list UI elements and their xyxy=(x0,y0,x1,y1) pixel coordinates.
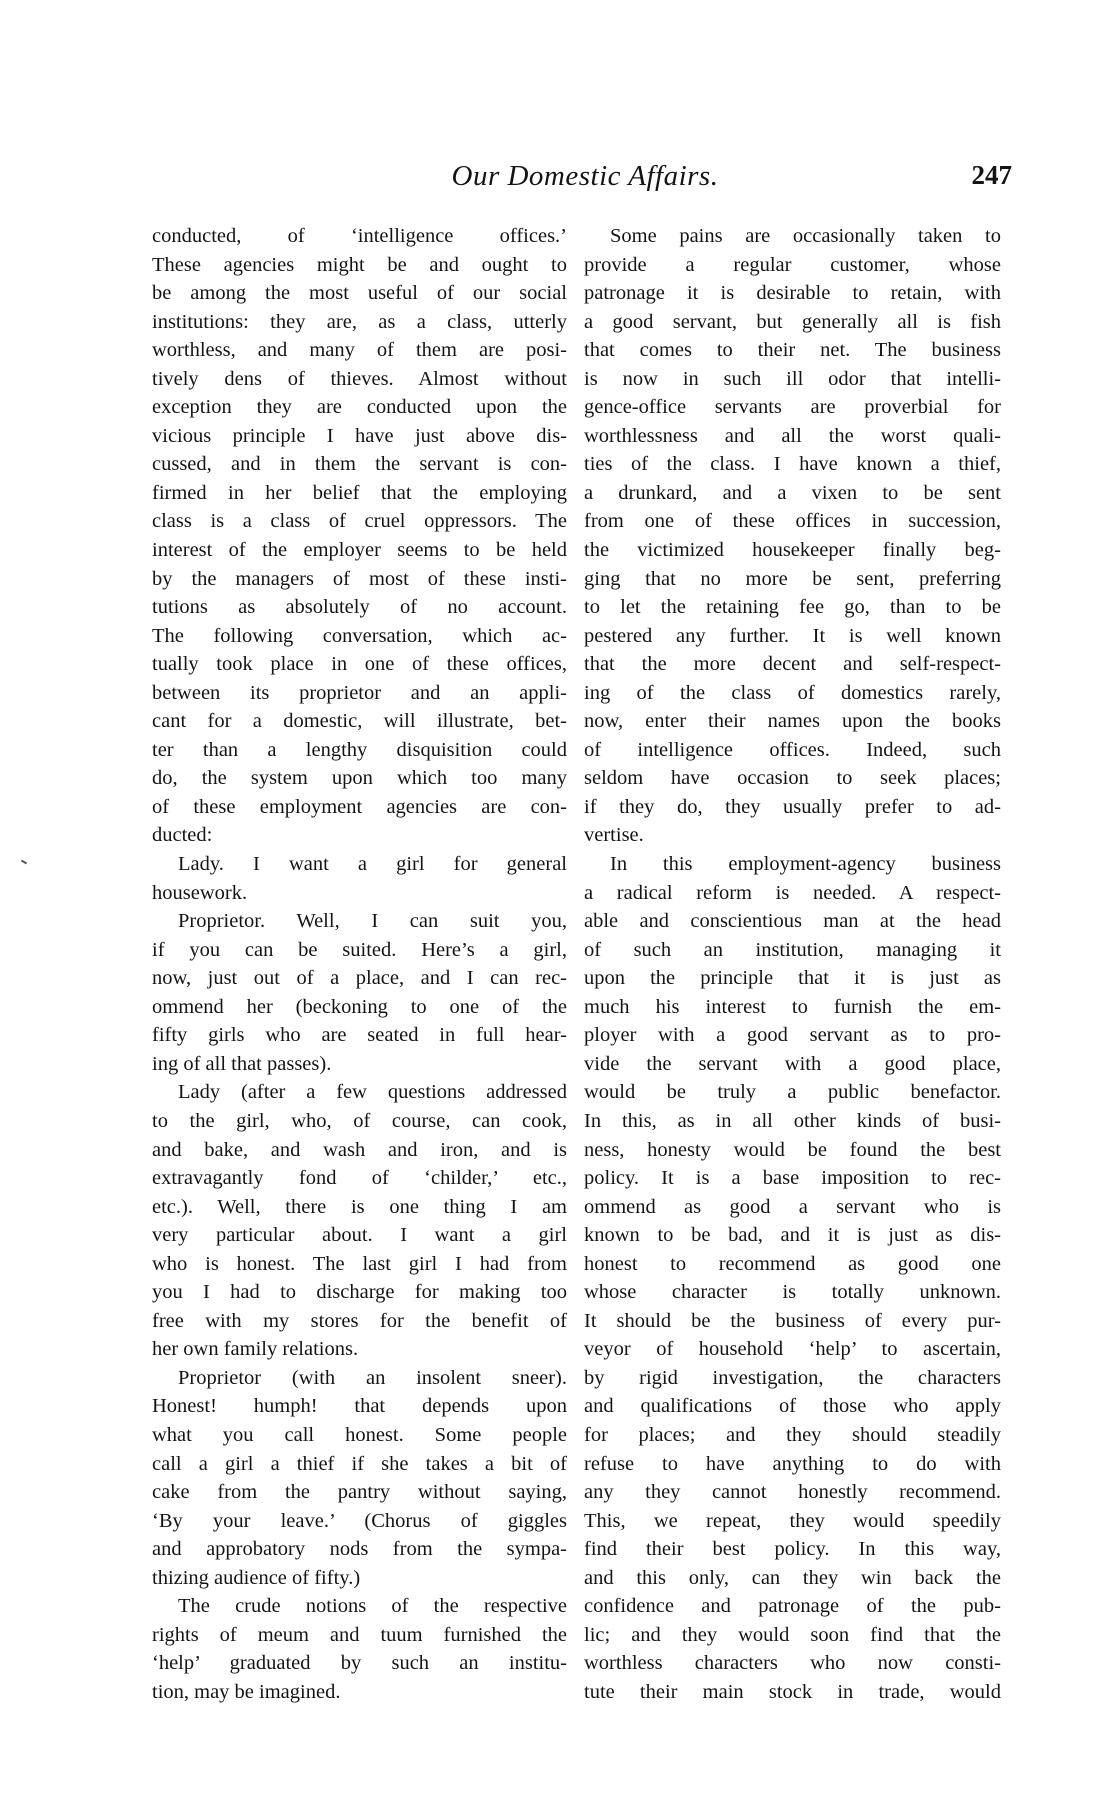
text-line: institutions: they are, as a class, utterly xyxy=(152,310,567,333)
text-line: do, the system upon which too many xyxy=(152,767,567,790)
text-line: worthless, and many of them are posi- xyxy=(152,339,567,362)
text-line: fifty girls who are seated in full hear- xyxy=(152,1024,567,1047)
text-line: rights of meum and tuum furnished the xyxy=(152,1623,567,1646)
text-line: call a girl a thief if she takes a bit of xyxy=(152,1452,567,1475)
text-line: ommend as good a servant who is xyxy=(584,1195,1001,1218)
text-line: vertise. xyxy=(584,824,644,847)
text-line: thizing audience of fifty.) xyxy=(152,1566,361,1589)
text-line: provide a regular customer, whose xyxy=(584,253,1001,276)
text-line: worthlessness and all the worst quali- xyxy=(584,424,1001,447)
text-line: by rigid investigation, the characters xyxy=(584,1366,1001,1389)
text-line: ing of the class of domestics rarely, xyxy=(584,681,1001,704)
text-line: patronage it is desirable to retain, with xyxy=(584,282,1001,305)
text-line: able and conscientious man at the head xyxy=(584,910,1001,933)
text-line: policy. It is a base imposition to rec- xyxy=(584,1167,1001,1190)
running-title: Our Domestic Affairs. xyxy=(451,160,719,192)
text-line: class is a class of cruel oppressors. The xyxy=(152,510,567,533)
text-line: The following conversation, which ac- xyxy=(152,624,567,647)
text-line: a radical reform is needed. A respect- xyxy=(584,881,1001,904)
text-line: Lady. I want a girl for general xyxy=(178,853,567,876)
text-line: for places; and they should steadily xyxy=(584,1423,1001,1446)
text-line: much his interest to furnish the em- xyxy=(584,995,1001,1018)
text-line: In this employment-agency business xyxy=(610,853,1001,876)
text-line: firmed in her belief that the employing xyxy=(152,481,567,504)
margin-mark xyxy=(21,860,27,865)
text-line: by the managers of most of these insti- xyxy=(152,567,567,590)
text-line: ties of the class. I have known a thief, xyxy=(584,453,1001,476)
text-line: any they cannot honestly recommend. xyxy=(584,1481,1001,1504)
text-line: interest of the employer seems to be held xyxy=(152,539,567,562)
text-line: from one of these offices in succession, xyxy=(584,510,1001,533)
text-line: cake from the pantry without saying, xyxy=(152,1481,567,1504)
text-line: ing of all that passes). xyxy=(152,1052,332,1075)
text-line: to the girl, who, of course, can cook, xyxy=(152,1109,567,1132)
text-line: tively dens of thieves. Almost without xyxy=(152,367,567,390)
text-line: whose character is totally unknown. xyxy=(584,1281,1001,1304)
text-line: free with my stores for the benefit of xyxy=(152,1309,567,1332)
text-line: of such an institution, managing it xyxy=(584,938,1001,961)
text-line: tion, may be imagined. xyxy=(152,1680,341,1703)
text-line: ging that no more be sent, preferring xyxy=(584,567,1001,590)
text-line: you I had to discharge for making too xyxy=(152,1281,567,1304)
text-line: housework. xyxy=(152,881,248,904)
text-line: and bake, and wash and iron, and is xyxy=(152,1138,567,1161)
text-line: ducted: xyxy=(152,824,213,847)
text-line: now, enter their names upon the books xyxy=(584,710,1001,733)
left-column xyxy=(152,222,567,1706)
text-line: lic; and they would soon find that the xyxy=(584,1623,1001,1646)
text-line: find their best policy. In this way, xyxy=(584,1538,1001,1561)
text-line: ‘By your leave.’ (Chorus of giggles xyxy=(152,1509,567,1532)
right-column xyxy=(584,222,1001,1706)
text-line: a good servant, but generally all is fish xyxy=(584,310,1001,333)
text-line: gence-office servants are proverbial for xyxy=(584,396,1001,419)
text-line: The crude notions of the respective xyxy=(178,1595,567,1618)
text-line: cant for a domestic, will illustrate, bet- xyxy=(152,710,567,733)
text-line: Lady (after a few questions addressed xyxy=(178,1081,567,1104)
text-line: ommend her (beckoning to one of the xyxy=(152,995,567,1018)
text-line: known to be bad, and it is just as dis- xyxy=(584,1224,1001,1247)
text-line: and approbatory nods from the sympa- xyxy=(152,1538,567,1561)
text-line: These agencies might be and ought to xyxy=(152,253,567,276)
text-line: be among the most useful of our social xyxy=(152,282,567,305)
text-line: upon the principle that it is just as xyxy=(584,967,1001,990)
text-line: to let the retaining fee go, than to be xyxy=(584,596,1001,619)
text-line: a drunkard, and a vixen to be sent xyxy=(584,481,1001,504)
text-line: ployer with a good servant as to pro- xyxy=(584,1024,1001,1047)
text-line: now, just out of a place, and I can rec- xyxy=(152,967,567,990)
text-line: vide the servant with a good place, xyxy=(584,1052,1001,1075)
text-line: refuse to have anything to do with xyxy=(584,1452,1001,1475)
text-line: her own family relations. xyxy=(152,1338,359,1361)
page-number: 247 xyxy=(971,160,1012,190)
text-line: ter than a lengthy disquisition could xyxy=(152,738,567,761)
text-line: that comes to their net. The business xyxy=(584,339,1001,362)
text-line: tually took place in one of these offices, xyxy=(152,653,567,676)
text-line: extravagantly fond of ‘childer,’ etc., xyxy=(152,1167,567,1190)
text-line: that the more decent and self-respect- xyxy=(584,653,1001,676)
text-line: confidence and patronage of the pub- xyxy=(584,1595,1001,1618)
text-line: vicious principle I have just above dis- xyxy=(152,424,567,447)
text-line: etc.). Well, there is one thing I am xyxy=(152,1195,567,1218)
text-line: would be truly a public benefactor. xyxy=(584,1081,1001,1104)
text-line: of intelligence offices. Indeed, such xyxy=(584,738,1001,761)
text-line: and this only, can they win back the xyxy=(584,1566,1001,1589)
text-line: Honest! humph! that depends upon xyxy=(152,1395,567,1418)
text-line: ‘help’ graduated by such an institu- xyxy=(152,1652,567,1675)
text-line: This, we repeat, they would speedily xyxy=(584,1509,1001,1532)
text-line: tute their main stock in trade, would xyxy=(584,1680,1001,1703)
text-line: In this, as in all other kinds of busi- xyxy=(584,1109,1001,1132)
text-line: veyor of household ‘help’ to ascertain, xyxy=(584,1338,1001,1361)
text-line: ness, honesty would be found the best xyxy=(584,1138,1001,1161)
text-line: cussed, and in them the servant is con- xyxy=(152,453,567,476)
text-line: worthless characters who now consti- xyxy=(584,1652,1001,1675)
text-line: between its proprietor and an appli- xyxy=(152,681,567,704)
text-line: the victimized housekeeper finally beg- xyxy=(584,539,1001,562)
text-line: who is honest. The last girl I had from xyxy=(152,1252,567,1275)
text-line: what you call honest. Some people xyxy=(152,1423,567,1446)
text-line: honest to recommend as good one xyxy=(584,1252,1001,1275)
text-line: is now in such ill odor that intelli- xyxy=(584,367,1001,390)
text-line: if they do, they usually prefer to ad- xyxy=(584,795,1001,818)
text-line: Proprietor. Well, I can suit you, xyxy=(178,910,567,933)
text-line: exception they are conducted upon the xyxy=(152,396,567,419)
text-line: pestered any further. It is well known xyxy=(584,624,1001,647)
text-line: of these employment agencies are con- xyxy=(152,795,567,818)
text-line: seldom have occasion to seek places; xyxy=(584,767,1001,790)
text-line: It should be the business of every pur- xyxy=(584,1309,1001,1332)
text-line: very particular about. I want a girl xyxy=(152,1224,567,1247)
text-line: tutions as absolutely of no account. xyxy=(152,596,567,619)
text-line: and qualifications of those who apply xyxy=(584,1395,1001,1418)
text-line: if you can be suited. Here’s a girl, xyxy=(152,938,567,961)
text-line: Some pains are occasionally taken to xyxy=(610,225,1001,247)
text-line: Proprietor (with an insolent sneer). xyxy=(178,1366,567,1389)
text-line: conducted, of ‘intelligence offices.’ xyxy=(152,225,567,247)
